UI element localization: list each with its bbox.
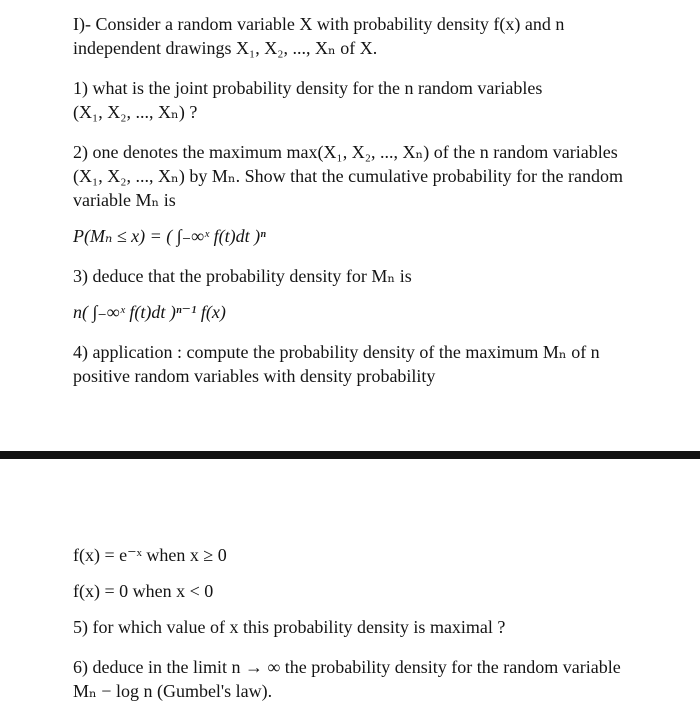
question-2-line-1: 2) one denotes the maximum max(X₁, X₂, ..., Xₙ) of the n random variables <box>73 142 618 162</box>
question-5-line-1: 5) for which value of x this probability density is maximal ? <box>73 617 506 637</box>
question-6-line-1: 6) deduce in the limit n → ∞ the probability density for the random variable <box>73 657 621 677</box>
problem-heading-continued: independent drawings X₁, X₂, ..., Xₙ of X. <box>73 38 378 58</box>
question-6-line-2: Mₙ − log n (Gumbel's law). <box>73 681 273 701</box>
question-4-line-1: 4) application : compute the probability density of the maximum Mₙ of n <box>73 342 600 362</box>
question-4-line-2: positive random variables with density probability <box>73 366 436 386</box>
question-3-line-1: 3) deduce that the probability density for Mₙ is <box>73 266 412 286</box>
density-definition-negative: f(x) = 0 when x < 0 <box>73 581 214 601</box>
section-divider <box>0 451 700 459</box>
question-2-line-2: (X₁, X₂, ..., Xₙ) by Mₙ. Show that the cumulative probability for the random <box>73 166 624 186</box>
question-1-line-1: 1) what is the joint probability density for the n random variables <box>73 78 543 98</box>
question-3-formula: n( ∫₋∞ˣ f(t)dt )ⁿ⁻¹ f(x) <box>73 302 226 322</box>
density-definition-positive: f(x) = e⁻ˣ when x ≥ 0 <box>73 545 227 565</box>
question-2-formula: P(Mₙ ≤ x) = ( ∫₋∞ˣ f(t)dt )ⁿ <box>73 226 266 246</box>
question-1-line-2: (X₁, X₂, ..., Xₙ) ? <box>73 102 198 122</box>
problem-part-one <box>73 12 673 388</box>
problem-heading: I)- Consider a random variable X with probability density f(x) and n <box>73 14 565 34</box>
question-2-line-3: variable Mₙ is <box>73 190 176 210</box>
problem-part-two <box>73 543 673 703</box>
